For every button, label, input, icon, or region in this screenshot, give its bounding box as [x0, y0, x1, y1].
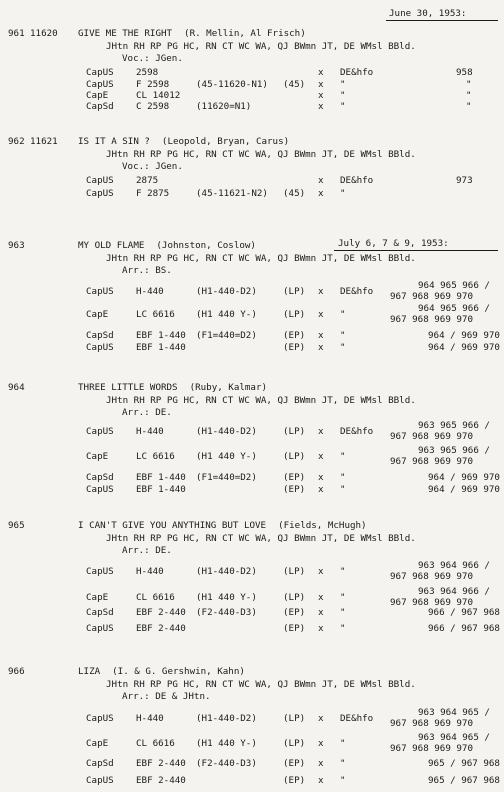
distribution: ": [340, 592, 346, 603]
format: (45): [283, 79, 306, 90]
issue-label: CapUS: [86, 713, 114, 724]
check-mark: x: [318, 758, 324, 769]
catalog-number: F 2875: [136, 188, 170, 199]
check-mark: x: [318, 286, 324, 297]
check-mark: x: [318, 592, 324, 603]
entry-number: 966: [8, 666, 25, 677]
catalog-number: EBF 2-440: [136, 758, 186, 769]
distribution: ": [340, 566, 346, 577]
cross-references: 967 968 969 970: [390, 571, 473, 582]
format: (LP): [283, 738, 306, 749]
entry-number: 961: [8, 28, 25, 39]
personnel-line: JHtn RH RP PG HC, RN CT WC WA, QJ BWmn JT, DE WMsl BBld.: [106, 41, 416, 52]
song-credits: (Ruby, Kalmar): [189, 382, 268, 393]
catalog-number: EBF 2-440: [136, 775, 186, 786]
cross-references: 967 968 969 970: [390, 456, 473, 467]
distribution: ": [340, 101, 346, 112]
issue-label: CapE: [86, 451, 109, 462]
check-mark: x: [318, 330, 324, 341]
issue-label: CapUS: [86, 426, 114, 437]
cross-references: 966 / 967 968: [428, 607, 500, 618]
distribution: ": [340, 90, 346, 101]
catalog-number: H-440: [136, 713, 164, 724]
format: (LP): [283, 286, 306, 297]
issue-label: CapSd: [86, 472, 114, 483]
issue-label: CapSd: [86, 758, 114, 769]
catalog-number: CL 14012: [136, 90, 181, 101]
personnel-line: JHtn RH RP PG HC, RN CT WC WA, QJ BWmn JT, DE WMsl BBld.: [106, 253, 416, 264]
catalog-number: H-440: [136, 426, 164, 437]
issue-label: CapSd: [86, 101, 114, 112]
format: (LP): [283, 309, 306, 320]
song-credits: (Leopold, Bryan, Carus): [161, 136, 290, 147]
issue-label: CapUS: [86, 286, 114, 297]
matrix-code: (H1 440 Y-): [196, 309, 257, 320]
cross-references: 964 965 966 /: [418, 303, 490, 314]
check-mark: x: [318, 484, 324, 495]
matrix-code: (H1 440 Y-): [196, 592, 257, 603]
song-credits: (Johnston, Coslow): [156, 240, 256, 251]
distribution: DE&hfo: [340, 713, 374, 724]
catalog-number: CL 6616: [136, 592, 175, 603]
check-mark: x: [318, 101, 324, 112]
issue-label: CapUS: [86, 175, 114, 186]
cross-references: 965 / 967 968: [428, 775, 500, 786]
format: (EP): [283, 330, 306, 341]
session-date-rule: [386, 20, 498, 21]
song-credits: (Fields, McHugh): [278, 520, 367, 531]
song-title: MY OLD FLAME: [78, 240, 145, 251]
matrix-code: (F1=440=D2): [196, 330, 257, 341]
cross-references: 963 964 966 /: [418, 560, 490, 571]
distribution: ": [340, 623, 346, 634]
distribution: DE&hfo: [340, 175, 374, 186]
check-mark: x: [318, 79, 324, 90]
format: (EP): [283, 623, 306, 634]
matrix-code: (F2-440-D3): [196, 758, 257, 769]
distribution: DE&hfo: [340, 426, 374, 437]
catalog-number: EBF 1-440: [136, 330, 186, 341]
format: (LP): [283, 713, 306, 724]
matrix-code: (45-11620-N1): [196, 79, 268, 90]
catalog-number: CL 6616: [136, 738, 175, 749]
distribution: ": [340, 309, 346, 320]
catalog-number: EBF 1-440: [136, 342, 186, 353]
check-mark: x: [318, 90, 324, 101]
song-title: GIVE ME THE RIGHT: [78, 28, 173, 39]
arrangement-vocal: Voc.: JGen.: [122, 53, 183, 64]
matrix-code: (H1-440-D2): [196, 286, 257, 297]
cross-references: 965 / 967 968: [428, 758, 500, 769]
matrix-code: (H1 440 Y-): [196, 451, 257, 462]
catalog-number: LC 6616: [136, 451, 175, 462]
matrix-code: (F1=440=D2): [196, 472, 257, 483]
catalog-number: EBF 2-440: [136, 607, 186, 618]
matrix-code: (F2-440-D3): [196, 607, 257, 618]
arrangement-vocal: Arr.: DE.: [122, 545, 172, 556]
personnel-line: JHtn RH RP PG HC, RN CT WC WA, QJ BWmn JT, DE WMsl BBld.: [106, 533, 416, 544]
matrix-code: (H1-440-D2): [196, 566, 257, 577]
distribution: ": [340, 607, 346, 618]
issue-label: CapUS: [86, 188, 114, 199]
personnel-line: JHtn RH RP PG HC, RN CT WC WA, QJ BWmn JT, DE WMsl BBld.: [106, 679, 416, 690]
issue-label: CapE: [86, 592, 109, 603]
cross-references: 963 964 966 /: [418, 586, 490, 597]
personnel-line: JHtn RH RP PG HC, RN CT WC WA, QJ BWmn JT, DE WMsl BBld.: [106, 149, 416, 160]
catalog-number: F 2598: [136, 79, 170, 90]
catalog-number: EBF 2-440: [136, 623, 186, 634]
distribution: ": [340, 451, 346, 462]
format: (EP): [283, 472, 306, 483]
check-mark: x: [318, 342, 324, 353]
format: (LP): [283, 592, 306, 603]
cross-references: 966 / 967 968: [428, 623, 500, 634]
cross-references: 963 964 965 /: [418, 732, 490, 743]
entry-number: 965: [8, 520, 25, 531]
arrangement-vocal: Arr.: DE & JHtn.: [122, 691, 211, 702]
distribution: ": [340, 79, 346, 90]
format: (EP): [283, 484, 306, 495]
cross-references: ": [466, 101, 472, 112]
format: (EP): [283, 758, 306, 769]
distribution: ": [340, 472, 346, 483]
check-mark: x: [318, 67, 324, 78]
catalog-number: EBF 1-440: [136, 484, 186, 495]
cross-references: 967 968 969 970: [390, 291, 473, 302]
song-title: I CAN'T GIVE YOU ANYTHING BUT LOVE: [78, 520, 267, 531]
issue-label: CapUS: [86, 775, 114, 786]
format: (45): [283, 188, 306, 199]
personnel-line: JHtn RH RP PG HC, RN CT WC WA, QJ BWmn JT, DE WMsl BBld.: [106, 395, 416, 406]
issue-label: CapUS: [86, 342, 114, 353]
issue-label: CapUS: [86, 566, 114, 577]
cross-references: 964 / 969 970: [428, 342, 500, 353]
cross-references: 964 / 969 970: [428, 330, 500, 341]
issue-label: CapUS: [86, 67, 114, 78]
arrangement-vocal: Arr.: BS.: [122, 265, 172, 276]
cross-references: 964 965 966 /: [418, 280, 490, 291]
format: (LP): [283, 566, 306, 577]
catalog-number: H-440: [136, 566, 164, 577]
check-mark: x: [318, 309, 324, 320]
check-mark: x: [318, 607, 324, 618]
distribution: DE&hfo: [340, 67, 374, 78]
cross-references: 964 / 969 970: [428, 484, 500, 495]
catalog-number: 2875: [136, 175, 159, 186]
cross-references: 973: [456, 175, 473, 186]
check-mark: x: [318, 566, 324, 577]
catalog-number: 2598: [136, 67, 159, 78]
cross-references: 963 964 965 /: [418, 707, 490, 718]
check-mark: x: [318, 472, 324, 483]
issue-label: CapSd: [86, 607, 114, 618]
song-title: LIZA: [78, 666, 101, 677]
song-title: IS IT A SIN ?: [78, 136, 150, 147]
check-mark: x: [318, 623, 324, 634]
song-credits: (I. & G. Gershwin, Kahn): [112, 666, 245, 677]
check-mark: x: [318, 713, 324, 724]
session-date: June 30, 1953:: [389, 8, 467, 19]
cross-references: 967 968 969 970: [390, 597, 473, 608]
session-date: July 6, 7 & 9, 1953:: [338, 238, 449, 249]
catalog-number: C 2598: [136, 101, 170, 112]
matrix-number: 11620: [30, 28, 58, 39]
format: (LP): [283, 426, 306, 437]
issue-label: CapUS: [86, 79, 114, 90]
cross-references: 967 968 969 970: [390, 743, 473, 754]
cross-references: 963 965 966 /: [418, 445, 490, 456]
matrix-code: (45-11621-N2): [196, 188, 268, 199]
song-credits: (R. Mellin, Al Frisch): [184, 28, 306, 39]
catalog-number: EBF 1-440: [136, 472, 186, 483]
arrangement-vocal: Arr.: DE.: [122, 407, 172, 418]
check-mark: x: [318, 451, 324, 462]
format: (EP): [283, 607, 306, 618]
cross-references: 958: [456, 67, 473, 78]
check-mark: x: [318, 738, 324, 749]
catalog-number: LC 6616: [136, 309, 175, 320]
entry-number: 962: [8, 136, 25, 147]
check-mark: x: [318, 188, 324, 199]
session-date-rule: [334, 250, 498, 251]
catalog-number: H-440: [136, 286, 164, 297]
distribution: ": [340, 758, 346, 769]
issue-label: CapSd: [86, 330, 114, 341]
format: (EP): [283, 342, 306, 353]
issue-label: CapUS: [86, 623, 114, 634]
distribution: ": [340, 484, 346, 495]
check-mark: x: [318, 175, 324, 186]
issue-label: CapE: [86, 309, 109, 320]
matrix-number: 11621: [30, 136, 58, 147]
matrix-code: (H1-440-D2): [196, 426, 257, 437]
entry-number: 964: [8, 382, 25, 393]
cross-references: 964 / 969 970: [428, 472, 500, 483]
check-mark: x: [318, 775, 324, 786]
format: (EP): [283, 775, 306, 786]
distribution: ": [340, 188, 346, 199]
check-mark: x: [318, 426, 324, 437]
distribution: ": [340, 330, 346, 341]
issue-label: CapE: [86, 738, 109, 749]
format: (LP): [283, 451, 306, 462]
cross-references: 963 965 966 /: [418, 420, 490, 431]
issue-label: CapUS: [86, 484, 114, 495]
cross-references: 967 968 969 970: [390, 718, 473, 729]
cross-references: ": [466, 90, 472, 101]
cross-references: ": [466, 79, 472, 90]
cross-references: 967 968 969 970: [390, 431, 473, 442]
issue-label: CapE: [86, 90, 109, 101]
arrangement-vocal: Voc.: JGen.: [122, 161, 183, 172]
distribution: DE&hfo: [340, 286, 374, 297]
entry-number: 963: [8, 240, 25, 251]
distribution: ": [340, 775, 346, 786]
matrix-code: (H1 440 Y-): [196, 738, 257, 749]
song-title: THREE LITTLE WORDS: [78, 382, 178, 393]
distribution: ": [340, 738, 346, 749]
distribution: ": [340, 342, 346, 353]
cross-references: 967 968 969 970: [390, 314, 473, 325]
matrix-code: (H1-440-D2): [196, 713, 257, 724]
matrix-code: (11620=N1): [196, 101, 252, 112]
